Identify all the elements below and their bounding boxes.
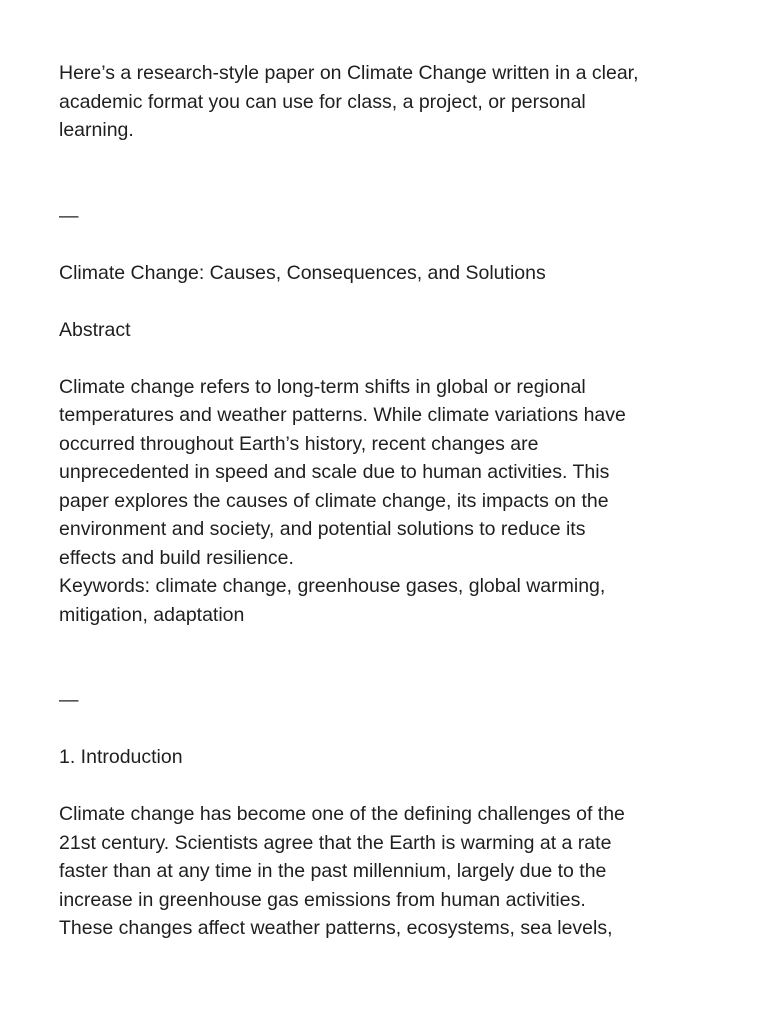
- abstract-line: occurred throughout Earth’s history, recent changes are: [59, 432, 539, 455]
- abstract-line: effects and build resilience.: [59, 546, 294, 569]
- introduction-line: These changes affect weather patterns, ecosystems, sea levels,: [59, 917, 613, 939]
- abstract-line: Climate change refers to long-term shifts in global or regional: [59, 375, 586, 398]
- abstract-heading: Abstract: [59, 318, 131, 341]
- abstract-line: unprecedented in speed and scale due to human activities. This: [59, 461, 610, 483]
- abstract-line: paper explores the causes of climate change, its impacts on the: [59, 489, 609, 512]
- section-separator: —: [59, 204, 79, 227]
- introduction-paragraph: [59, 800, 659, 943]
- keywords-line: Keywords: climate change, greenhouse gases, global warming,: [59, 575, 606, 597]
- intro-line: Here’s a research-style paper on Climate Change written in a clear,: [59, 62, 639, 84]
- introduction-heading: 1. Introduction: [59, 746, 183, 768]
- paper-title: Climate Change: Causes, Consequences, and Solutions: [59, 261, 546, 284]
- introduction-line: Climate change has become one of the defining challenges of the: [59, 803, 625, 825]
- abstract-line: environment and society, and potential solutions to reduce its: [59, 518, 586, 540]
- abstract-paragraph: [59, 373, 659, 573]
- keywords-line: mitigation, adaptation: [59, 603, 245, 626]
- keywords-paragraph: [59, 572, 659, 629]
- introduction-line: faster than at any time in the past millennium, largely due to the: [59, 860, 607, 882]
- abstract-line: temperatures and weather patterns. While climate variations have: [59, 404, 626, 426]
- introduction-line: 21st century. Scientists agree that the Earth is warming at a rate: [59, 831, 612, 854]
- intro-paragraph: [59, 59, 659, 145]
- document-body: [59, 59, 659, 943]
- section-separator: —: [59, 689, 79, 711]
- introduction-line: increase in greenhouse gas emissions from human activities.: [59, 888, 586, 911]
- intro-line: academic format you can use for class, a project, or personal: [59, 90, 586, 113]
- intro-line: learning.: [59, 119, 134, 141]
